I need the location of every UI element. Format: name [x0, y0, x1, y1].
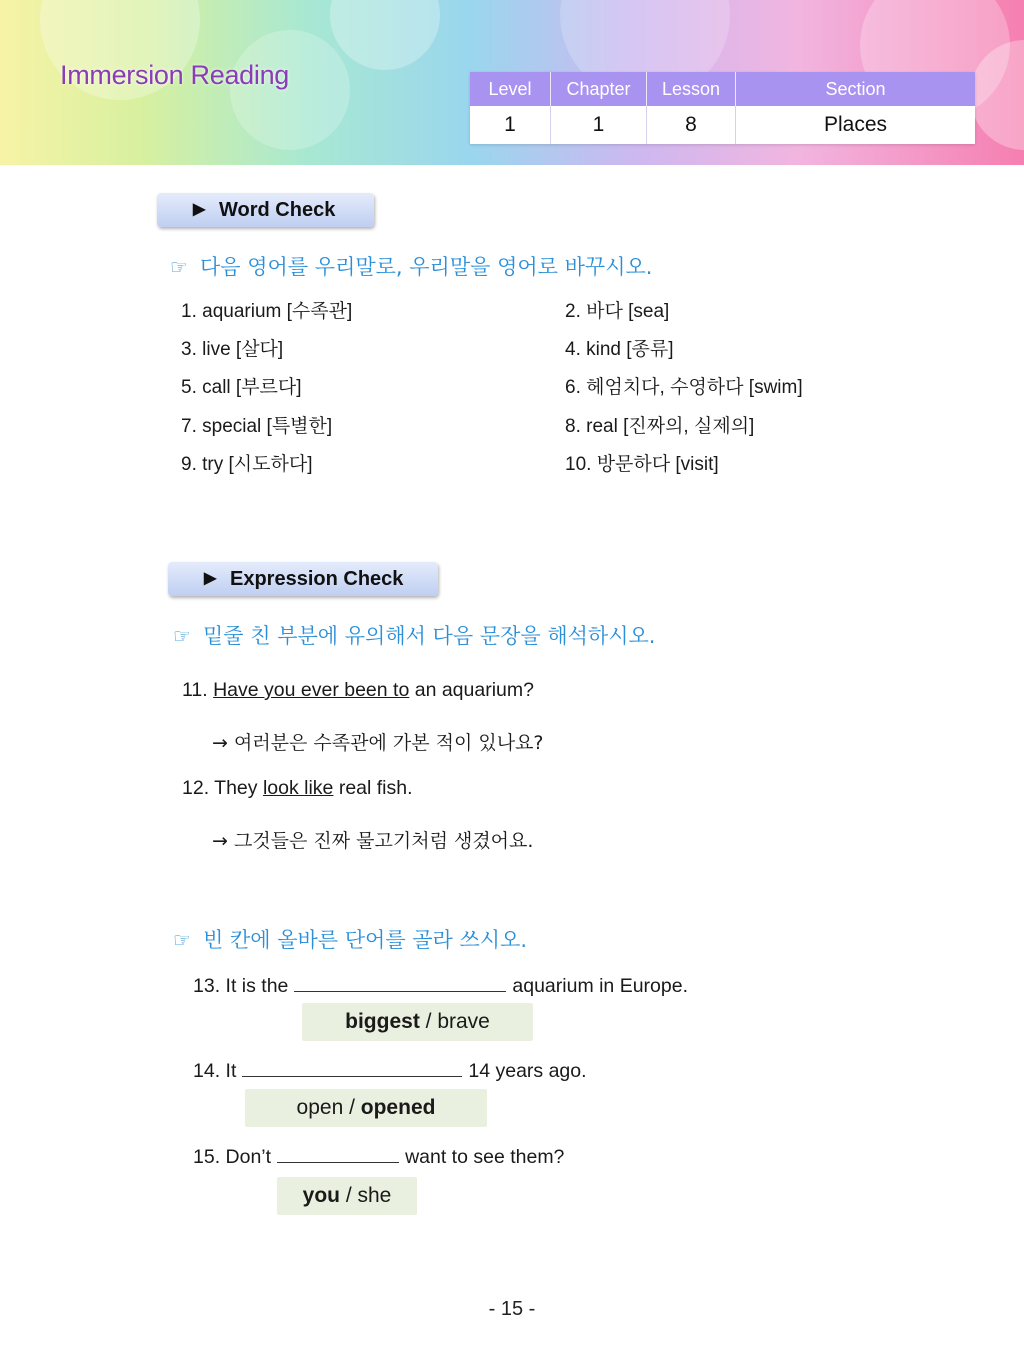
word-check-instruction [170, 251, 652, 281]
choice-other: she [357, 1184, 392, 1207]
word-item: 7. special [특별한] [181, 416, 333, 437]
question-after: 14 years ago. [468, 1060, 587, 1082]
fill-blank-instruction [173, 924, 527, 954]
underlined-phrase: look like [262, 777, 334, 799]
word-item: 6. 헤엄치다, 수영하다 [swim] [565, 377, 803, 398]
translation-11: → 여러분은 수족관에 가본 적이 있나요? [212, 732, 544, 754]
question-14 [193, 1060, 587, 1083]
question-13 [193, 975, 688, 998]
expression-check-label [168, 562, 438, 596]
question-12 [182, 777, 413, 800]
value-lesson: 8 [647, 106, 736, 144]
question-after: aquarium in Europe. [512, 975, 688, 997]
choice-separator: / [339, 1184, 358, 1207]
word-item: 8. real [진짜의, 실제의] [565, 416, 755, 437]
question-15 [193, 1146, 564, 1169]
underlined-phrase: Have you ever been to [213, 679, 410, 701]
decor-bubble [330, 0, 440, 70]
page-number: - 15 - [488, 1298, 536, 1320]
choice-answer: biggest [345, 1010, 420, 1033]
answer-blank[interactable] [242, 1075, 462, 1077]
expression-check-title: Expression Check [230, 568, 404, 590]
answer-blank[interactable] [294, 990, 506, 992]
question-rest: an aquarium? [414, 679, 534, 701]
value-level: 1 [470, 106, 551, 144]
expression-check-instruction [173, 620, 655, 650]
choice-other: open [296, 1096, 344, 1119]
header-level: Level [470, 72, 551, 106]
choice-separator: / [343, 1096, 361, 1119]
choice-answer: you [302, 1184, 340, 1207]
fill-blank-instruction-text: 빈 칸에 올바른 단어를 골라 쓰시오. [203, 928, 528, 952]
play-triangle-icon: ▶ [193, 201, 206, 218]
header-banner [0, 0, 1024, 165]
word-choice-14 [245, 1089, 487, 1127]
question-before: 15. Don’t [193, 1146, 272, 1168]
value-chapter: 1 [551, 106, 647, 144]
question-number: 11. [182, 679, 208, 701]
header-section: Section [736, 72, 976, 106]
word-check-label [157, 193, 374, 227]
question-number: 12. They [182, 777, 258, 799]
header-chapter: Chapter [551, 72, 647, 106]
word-item: 5. call [부르다] [181, 377, 302, 398]
word-choice-13 [302, 1003, 533, 1041]
question-11 [182, 679, 534, 702]
lesson-info-table [470, 72, 975, 144]
question-before: 13. It is the [193, 975, 289, 997]
pointing-hand-icon: ☞ [173, 624, 191, 648]
book-title: Immersion Reading [60, 60, 290, 90]
word-item: 10. 방문하다 [visit] [565, 454, 719, 475]
question-after: want to see them? [405, 1146, 565, 1168]
question-before: 14. It [193, 1060, 237, 1082]
expression-check-instruction-text: 밑줄 친 부분에 유의해서 다음 문장을 해석하시오. [203, 624, 656, 648]
word-item: 3. live [살다] [181, 339, 284, 360]
pointing-hand-icon: ☞ [173, 928, 191, 952]
pointing-hand-icon: ☞ [170, 255, 188, 279]
translation-12: → 그것들은 진짜 물고기처럼 생겼어요. [212, 830, 534, 852]
choice-answer: opened [360, 1096, 436, 1119]
word-check-instruction-text: 다음 영어를 우리말로, 우리말을 영어로 바꾸시오. [200, 255, 653, 279]
play-triangle-icon: ▶ [204, 570, 217, 587]
word-check-title: Word Check [219, 199, 336, 221]
word-choice-15 [277, 1177, 417, 1215]
word-item: 9. try [시도하다] [181, 454, 313, 475]
header-lesson: Lesson [647, 72, 736, 106]
word-item: 2. 바다 [sea] [565, 301, 670, 322]
answer-blank[interactable] [277, 1161, 399, 1163]
question-rest: real fish. [338, 777, 413, 799]
word-item: 1. aquarium [수족관] [181, 301, 353, 322]
word-item: 4. kind [종류] [565, 339, 674, 360]
choice-other: brave [437, 1010, 490, 1033]
value-section: Places [736, 106, 976, 144]
choice-separator: / [419, 1010, 438, 1033]
